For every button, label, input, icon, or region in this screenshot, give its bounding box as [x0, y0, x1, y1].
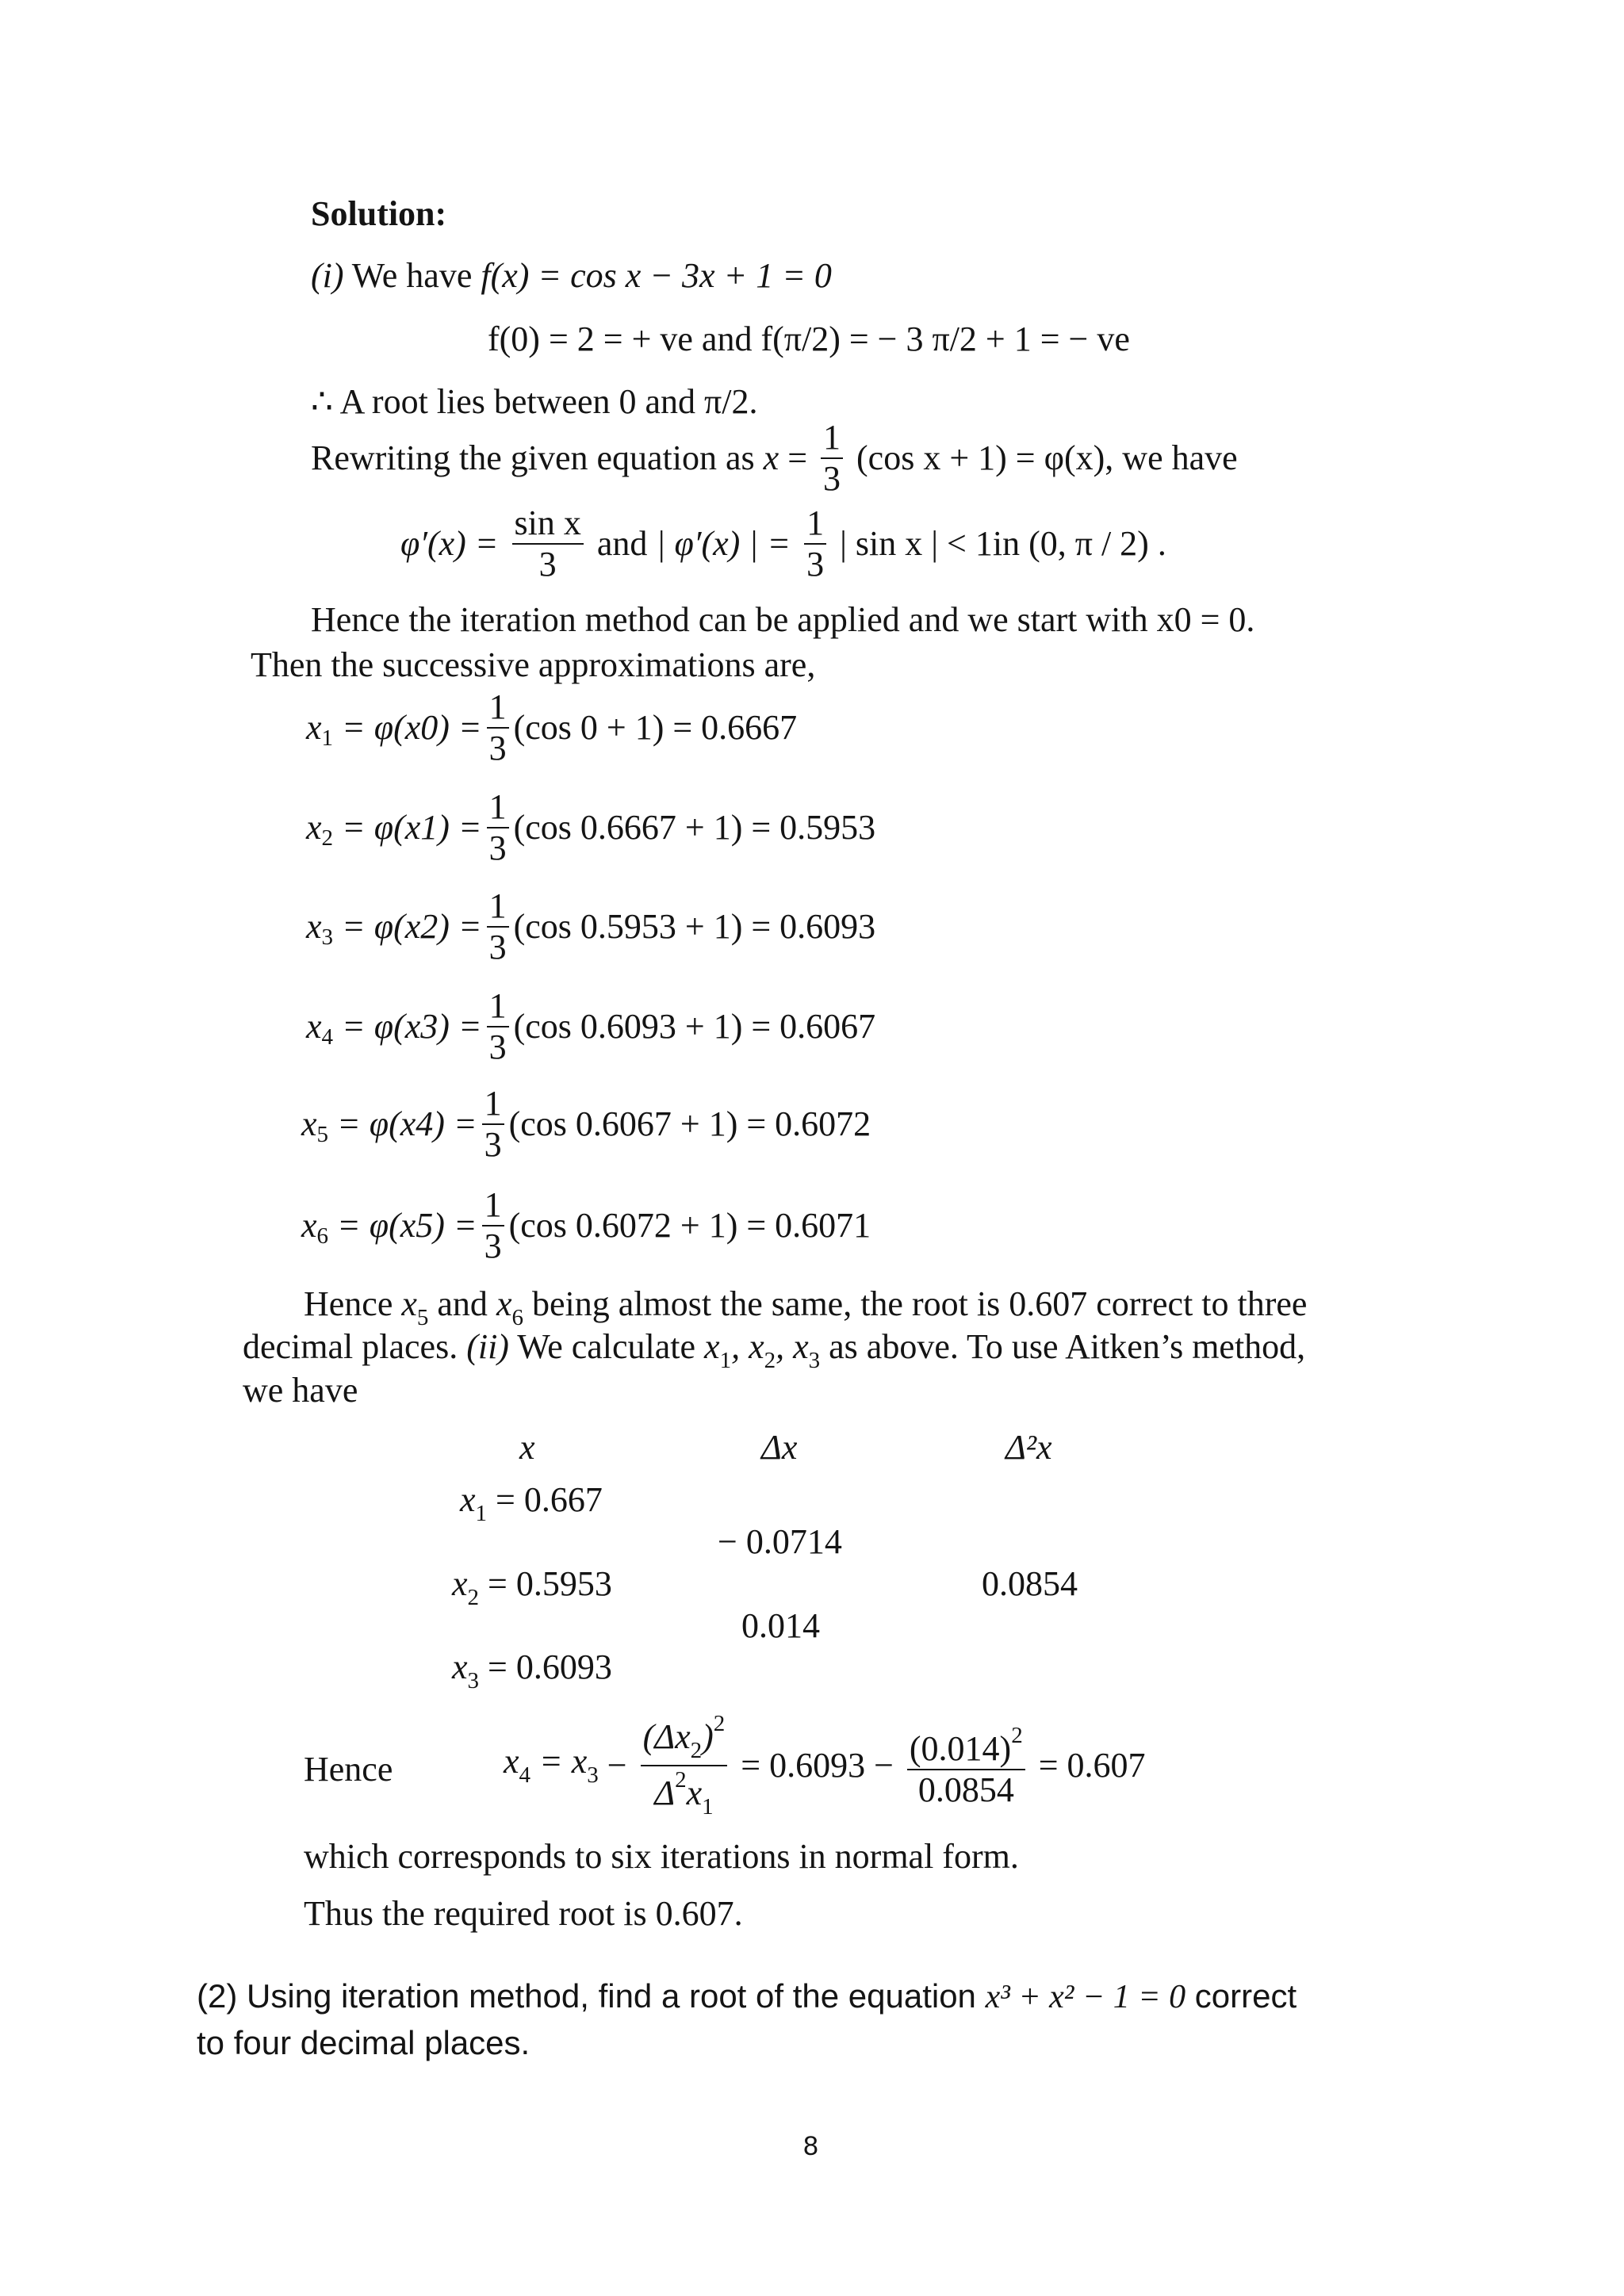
fraction-denominator: 3 — [512, 543, 584, 582]
conclusion-and: and — [437, 1284, 488, 1323]
sinx-over-3-fraction — [512, 503, 584, 584]
aitken-fraction-symbolic: $\frac{(\Delta x_2)^2}{\Delta^2x_1}$ — [641, 1712, 728, 1819]
question-text-end: correct — [1194, 1977, 1297, 2015]
closing-line-1: which corresponds to six iterations in normal form. — [304, 1837, 1019, 1876]
decimal-places-text: decimal places. — [243, 1327, 458, 1366]
x6-symbol: $x_6$ — [496, 1284, 523, 1330]
successive-approx-line: Then the successive approximations are, — [251, 645, 816, 684]
phi-lhs: φ′(x) = — [400, 524, 499, 563]
conclusion-line-2 — [243, 1327, 1306, 1373]
one-third-fraction: $\frac{1}{3}$ — [482, 1188, 504, 1264]
phi-derivative-line — [400, 503, 1166, 584]
aitken-formula: $x_4 = x_3$ − $\frac{(\Delta x_2)^2}{\Delta^2x_1}$ = 0.6093 − $\frac{(0.014)^2}{0.0854}$ = 0.607 — [504, 1711, 1146, 1820]
table-delta2-1: 0.0854 — [982, 1564, 1078, 1603]
table-row-x3: $x_3 = 0.6093$ — [452, 1647, 612, 1693]
closing-line-2: Thus the required root is 0.607. — [304, 1894, 743, 1933]
iteration-line: $x_3 = \varphi(x2)$ = $\frac{1}{3}$ (cos 0.5953 + 1) = 0.6093 — [306, 886, 876, 966]
question-text: (2) Using iteration method, find a root of the equation — [197, 1977, 976, 2015]
question-equation: x³ + x² − 1 = 0 — [985, 1979, 1186, 2015]
table-row-x2: $x_2 = 0.5953$ — [452, 1564, 612, 1610]
part-i-line — [311, 258, 832, 293]
therefore-line: ∴ A root lies between 0 and π/2. — [311, 382, 758, 421]
table-header-delta-x: Δx — [761, 1428, 798, 1467]
aitken-hence: Hence — [304, 1750, 393, 1789]
fraction-denominator: 3 — [804, 543, 826, 582]
one-third-fraction: $\frac{1}{3}$ — [487, 690, 509, 766]
fraction-numerator: sin x — [514, 503, 581, 542]
phi-abs: | φ′(x) | = — [656, 524, 791, 563]
conclusion-hence: Hence — [304, 1284, 393, 1323]
phi-tail: | sin x | < 1in (0, π / 2) . — [840, 524, 1166, 563]
fraction-numerator: 1 — [823, 418, 841, 457]
aitken-fraction-numeric: $\frac{(0.014)^2}{0.0854}$ — [907, 1724, 1025, 1808]
aitken-intro-text: as above. To use Aitken’s method, — [829, 1327, 1306, 1366]
table-header-delta2-x: Δ²x — [1005, 1428, 1052, 1467]
rewrite-line: Rewriting the given equation as x = $\frac{1}{3}$ (cos x + 1) = φ(x), we have — [311, 418, 1238, 498]
iteration-line: $x_1 = \varphi(x0)$ = $\frac{1}{3}$ (cos 0 + 1) = 0.6667 — [306, 687, 798, 767]
conclusion-text: being almost the same, the root is 0.607 correct to three — [531, 1284, 1308, 1323]
rewrite-after: (cos x + 1) = φ(x), we have — [856, 438, 1238, 477]
rewrite-before: Rewriting the given equation as — [311, 438, 755, 477]
one-third-fraction: $\frac{1}{3}$ — [487, 889, 509, 965]
one-third-fraction: $\frac{1}{3}$ — [482, 1086, 504, 1162]
page-number: 8 — [803, 2131, 818, 2161]
hence-iteration-line: Hence the iteration method can be applied and we start with x0 = 0. — [311, 600, 1255, 639]
we-have-line: we have — [243, 1371, 358, 1410]
question-2-line-1 — [197, 1977, 1297, 2015]
f-values-line: f(0) = 2 = + ve and f(π/2) = − 3 π/2 + 1 = − ve — [488, 320, 1130, 358]
x5-symbol: $x_5$ — [401, 1284, 429, 1330]
one-third-fraction — [804, 503, 826, 584]
conclusion-line-1 — [304, 1284, 1308, 1330]
f-definition: f(x) = cos x − 3x + 1 = 0 — [481, 256, 832, 295]
and-word: and — [596, 524, 648, 563]
rewrite-x: x — [763, 438, 779, 477]
fraction-denominator: 3 — [821, 457, 843, 496]
iteration-line: $x_2 = \varphi(x1)$ = $\frac{1}{3}$ (cos 0.6667 + 1) = 0.5953 — [306, 787, 876, 867]
we-calculate-text: We calculate — [517, 1327, 696, 1366]
part-i-label: (i) — [311, 256, 344, 295]
table-row-x1: $x_1 = 0.667$ — [460, 1480, 603, 1526]
table-delta-2: 0.014 — [741, 1606, 820, 1645]
question-2-line-2: to four decimal places. — [197, 2024, 530, 2061]
table-header-x: x — [519, 1428, 535, 1467]
table-delta-1: − 0.0714 — [718, 1522, 842, 1561]
solution-heading: Solution: — [311, 194, 447, 233]
part-i-lead: We have — [351, 256, 473, 295]
part-ii-label: (ii) — [466, 1327, 509, 1366]
iteration-line: $x_5 = \varphi(x4)$ = $\frac{1}{3}$ (cos 0.6067 + 1) = 0.6072 — [301, 1084, 871, 1164]
one-third-fraction: $\frac{1}{3}$ — [487, 989, 509, 1065]
x1-x2-x3-symbols: $x_1$, $x_2$, $x_3$ — [704, 1327, 821, 1373]
fraction-numerator: 1 — [806, 503, 825, 542]
iteration-line: $x_4 = \varphi(x3)$ = $\frac{1}{3}$ (cos 0.6093 + 1) = 0.6067 — [306, 986, 876, 1066]
one-third-fraction: $\frac{1}{3}$ — [487, 790, 509, 866]
one-third-fraction — [821, 420, 843, 496]
iteration-line: $x_6 = \varphi(x5)$ = $\frac{1}{3}$ (cos 0.6072 + 1) = 0.6071 — [301, 1185, 871, 1265]
